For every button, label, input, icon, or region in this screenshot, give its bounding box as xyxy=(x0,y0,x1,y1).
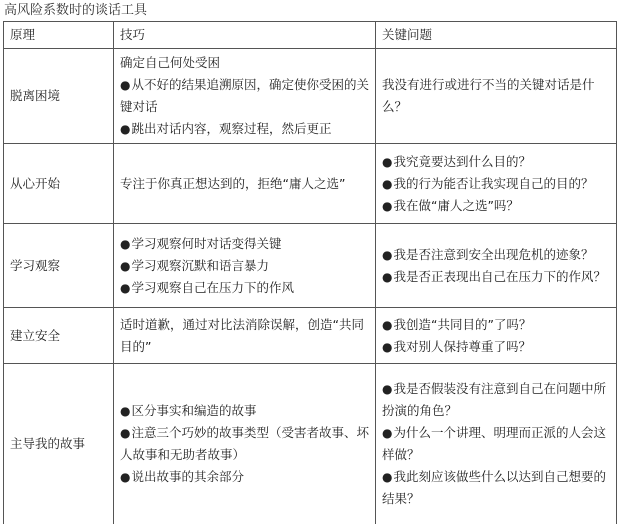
technique-line xyxy=(120,400,369,422)
technique-text: 注意三个巧妙的故事类型（受害者故事、坏人故事和无助者故事） xyxy=(120,424,369,462)
technique-text: 区分事实和编造的故事 xyxy=(131,402,257,418)
technique-text: 从不好的结果追溯原因，确定使你受困的关键对话 xyxy=(120,77,369,114)
technique-line xyxy=(120,52,369,74)
principle-cell: 从心开始 xyxy=(4,144,114,224)
technique-text: 适时道歉，通过对比法消除误解，创造“共同目的” xyxy=(120,316,364,354)
question-line xyxy=(382,74,610,118)
technique-text: 专注于你真正想达到的，拒绝“庸人之选” xyxy=(120,175,346,191)
technique-line xyxy=(120,74,369,118)
bullet-icon: ● xyxy=(382,247,393,262)
question-text: 为什么一个讲理、明理而正派的人会这样做？ xyxy=(382,424,606,462)
technique-cell xyxy=(114,308,376,364)
question-text: 我没有进行或进行不当的关键对话是什么？ xyxy=(382,77,595,114)
technique-text: 学习观察沉默和语言暴力 xyxy=(131,257,269,273)
question-text: 我的行为能否让我实现自己的目的？ xyxy=(393,175,594,191)
bullet-icon: ● xyxy=(382,317,393,332)
bullet-icon: ● xyxy=(382,198,393,213)
question-cell xyxy=(376,308,617,364)
bullet-icon: ● xyxy=(382,339,393,354)
page-title: 高风险系数时的谈话工具 xyxy=(4,3,148,18)
technique-line xyxy=(120,422,369,466)
question-line xyxy=(382,173,610,195)
bullet-icon: ● xyxy=(382,469,393,484)
bullet-icon: ● xyxy=(120,258,131,273)
talk-tools-table xyxy=(3,21,617,524)
question-line xyxy=(382,266,610,288)
bullet-icon: ● xyxy=(120,236,131,251)
technique-line xyxy=(120,173,369,195)
principle-cell: 学习观察 xyxy=(4,224,114,308)
question-cell xyxy=(376,49,617,144)
question-text: 我是否注意到安全出现危机的迹象？ xyxy=(393,246,594,262)
technique-line xyxy=(120,277,369,299)
question-cell xyxy=(376,364,617,524)
header-question: 关键问题 xyxy=(376,22,617,49)
question-line xyxy=(382,195,610,217)
question-line xyxy=(382,466,610,510)
header-technique: 技巧 xyxy=(114,22,376,49)
technique-line xyxy=(120,118,369,140)
principle-cell: 脱离困境 xyxy=(4,49,114,144)
technique-line xyxy=(120,314,369,358)
question-text: 我是否正表现出自己在压力下的作风？ xyxy=(393,268,606,284)
bullet-icon: ● xyxy=(120,78,131,92)
principle-cell: 建立安全 xyxy=(4,308,114,364)
question-cell xyxy=(376,144,617,224)
table-row xyxy=(4,364,617,524)
question-text: 我究竟要达到什么目的？ xyxy=(393,153,531,169)
bullet-icon: ● xyxy=(120,425,131,440)
question-cell xyxy=(376,224,617,308)
question-text: 我对别人保持尊重了吗？ xyxy=(393,338,531,354)
technique-cell xyxy=(114,364,376,524)
principle-cell: 主导我的故事 xyxy=(4,364,114,524)
question-text: 我是否假装没有注意到自己在问题中所扮演的角色？ xyxy=(382,380,606,418)
bullet-icon: ● xyxy=(382,425,393,440)
question-line xyxy=(382,244,610,266)
technique-cell xyxy=(114,49,376,144)
technique-text: 说出故事的其余部分 xyxy=(131,468,244,484)
table-body xyxy=(4,49,617,524)
table-row xyxy=(4,144,617,224)
question-line xyxy=(382,378,610,422)
technique-line xyxy=(120,233,369,255)
bullet-icon: ● xyxy=(120,469,131,484)
technique-cell xyxy=(114,224,376,308)
technique-text: 确定自己何处受困 xyxy=(120,55,221,70)
bullet-icon: ● xyxy=(120,280,131,295)
question-text: 我在做“庸人之选”吗？ xyxy=(393,197,519,213)
table-header-row xyxy=(4,22,617,49)
header-principle: 原理 xyxy=(4,22,114,49)
table-row xyxy=(4,49,617,144)
bullet-icon: ● xyxy=(120,122,131,136)
bullet-icon: ● xyxy=(382,269,393,284)
question-text: 我创造“共同目的”了吗？ xyxy=(393,316,532,332)
bullet-icon: ● xyxy=(382,176,393,191)
bullet-icon: ● xyxy=(120,403,131,418)
technique-cell xyxy=(114,144,376,224)
question-line xyxy=(382,314,610,336)
technique-text: 学习观察自己在压力下的作风 xyxy=(131,279,294,295)
question-line xyxy=(382,151,610,173)
technique-text: 跳出对话内容，观察过程，然后更正 xyxy=(131,121,332,136)
question-text: 我此刻应该做些什么以达到自己想要的结果？ xyxy=(382,468,606,506)
technique-line xyxy=(120,255,369,277)
table-row xyxy=(4,308,617,364)
question-line xyxy=(382,422,610,466)
question-line xyxy=(382,336,610,358)
technique-text: 学习观察何时对话变得关键 xyxy=(131,235,282,251)
bullet-icon: ● xyxy=(382,154,393,169)
table-row xyxy=(4,224,617,308)
technique-line xyxy=(120,466,369,488)
bullet-icon: ● xyxy=(382,381,393,396)
